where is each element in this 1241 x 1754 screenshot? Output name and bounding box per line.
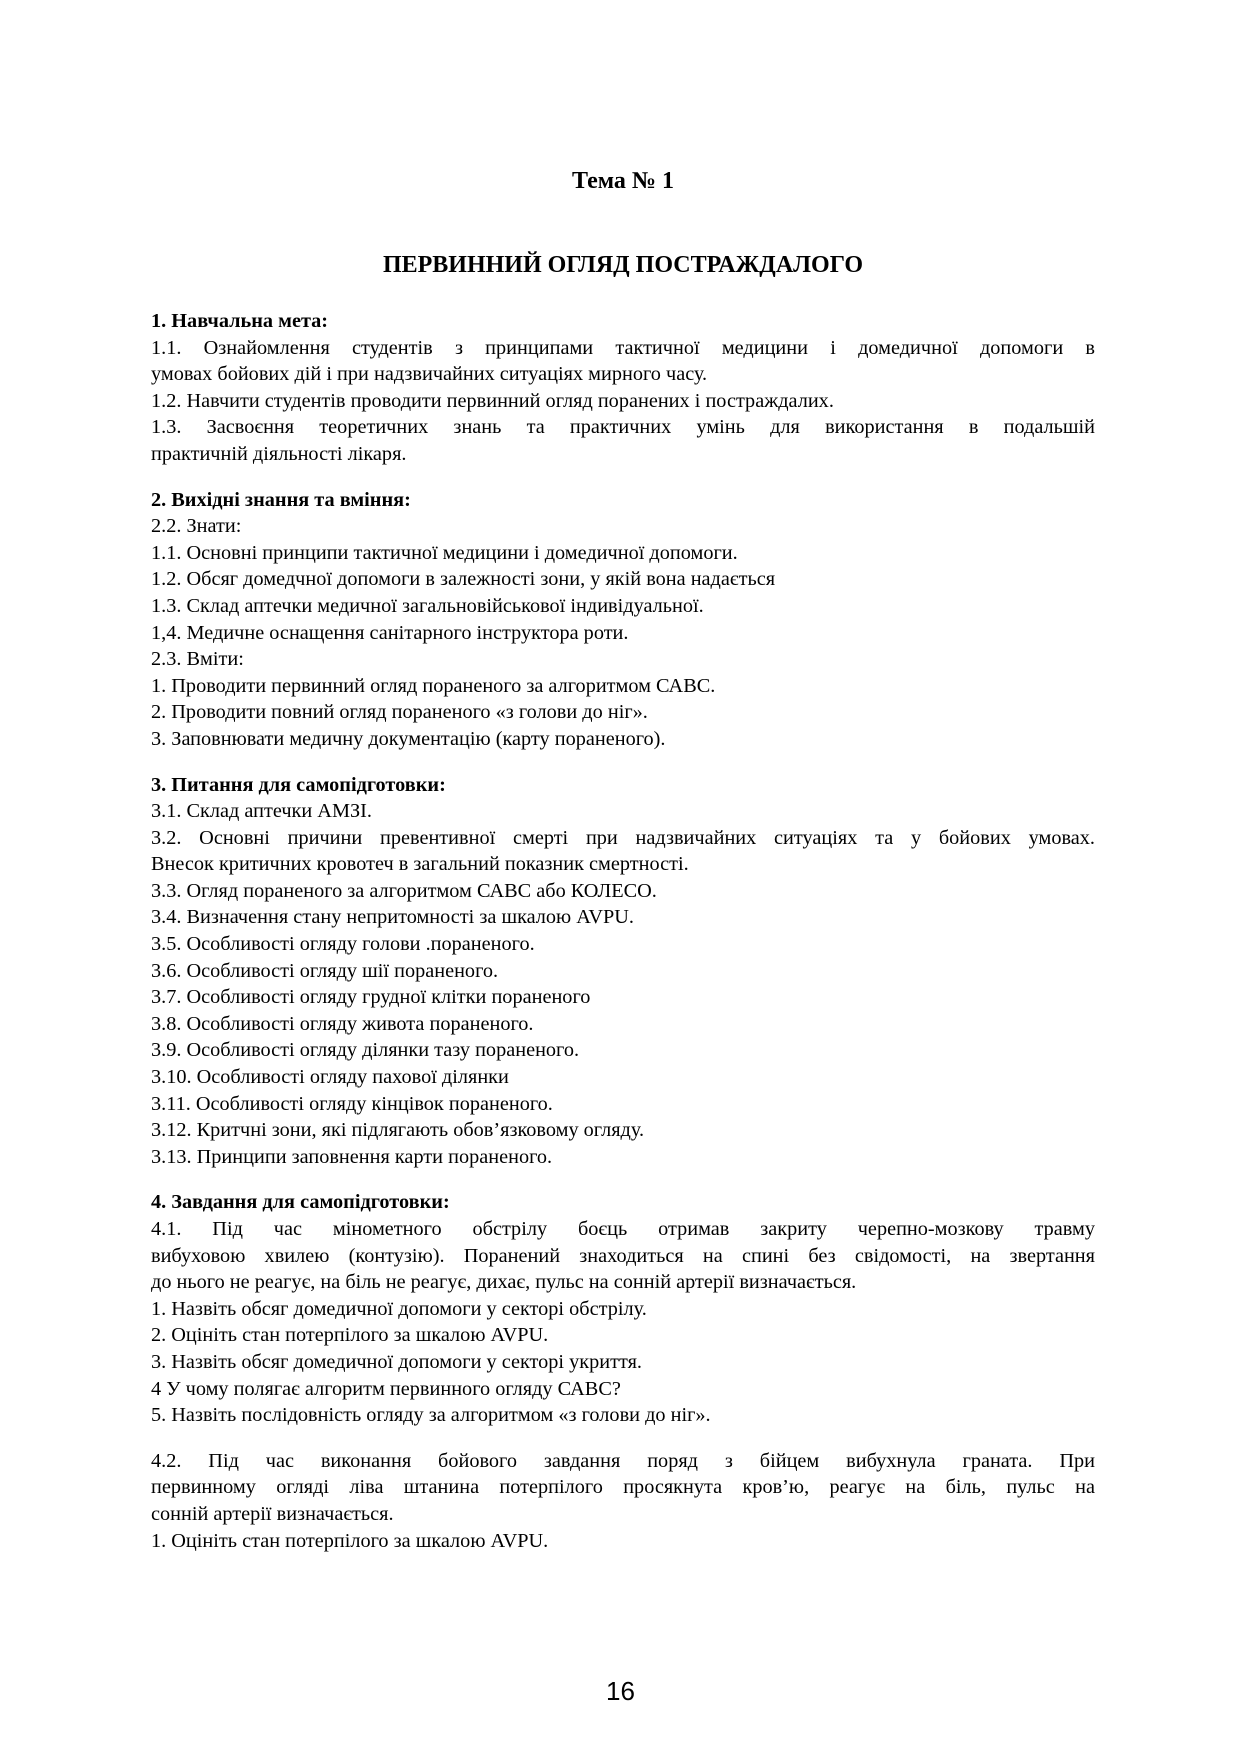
text-line: 5. Назвіть послідовність огляду за алгоритмом «з голови до ніг». xyxy=(151,1404,711,1427)
spacer xyxy=(151,1429,1095,1448)
text-line: 3. Назвіть обсяг домедичної допомоги у секторі укриття. xyxy=(151,1350,642,1373)
text-line: 2. Проводити повний огляд пораненого «з голови до ніг». xyxy=(151,701,648,724)
text-line: 4.2. Під час виконання бойового завдання поряд з бійцем вибухнула граната. При xyxy=(151,1449,1095,1472)
page-title: ПЕРВИННИЙ ОГЛЯД ПОСТРАЖДАЛОГО xyxy=(382,252,864,278)
text-line: 4 У чому полягає алгоритм первинного огляду САВС? xyxy=(151,1377,621,1400)
text-line: 3.8. Особливості огляду живота пораненого. xyxy=(151,1012,534,1035)
spacer xyxy=(151,753,1095,772)
text-line: 1.3. Засвоєння теоретичних знань та практичних умінь для використання в подальшій xyxy=(151,416,1095,439)
text-line: 3.7. Особливості огляду грудної клітки пораненого xyxy=(151,986,591,1009)
text-line: 3.4. Визначення стану непритомності за шкалою AVPU. xyxy=(151,906,634,929)
spacer xyxy=(151,468,1095,487)
content xyxy=(151,308,1095,1554)
text-line: 3.6. Особливості огляду шії пораненого. xyxy=(151,959,499,982)
section-3-heading: 3. Питання для самопідготовки: xyxy=(151,773,446,796)
text-line: 2. Оцініть стан потерпілого за шкалою AVPU. xyxy=(151,1324,549,1347)
spacer xyxy=(151,1170,1095,1189)
text-line: 2.2. Знати: xyxy=(151,515,242,538)
text-line: 1. Назвіть обсяг домедичної допомоги у секторі обстрілу. xyxy=(151,1297,647,1320)
section-4-heading: 4. Завдання для самопідготовки: xyxy=(151,1191,450,1214)
section-1-heading: 1. Навчальна мета: xyxy=(151,310,329,332)
text-line: до нього не реагує, на біль не реагує, дихає, пульс на сонній артерії визначається. xyxy=(151,1271,857,1294)
text-line: 1. Оцініть стан потерпілого за шкалою AVPU. xyxy=(151,1529,549,1552)
text-line: вибуховою хвилею (контузію). Поранений знаходиться на спині без свідомості, на звертання xyxy=(151,1244,1095,1267)
text-line: 1,4. Медичне оснащення санітарного інструктора роти. xyxy=(151,621,629,644)
text-line: 1.3. Склад аптечки медичної загальновійськової індивідуальної. xyxy=(151,594,704,617)
text-line: 1.2. Обсяг домедчної допомоги в залежності зони, у якій вона надається xyxy=(151,568,776,591)
text-line: 1.2. Навчити студентів проводити первинний огляд поранених і постраждалих. xyxy=(151,389,834,412)
text-line: 1.1. Основні принципи тактичної медицини і домедичної допомоги. xyxy=(151,541,738,564)
text-line: 1. Проводити первинний огляд пораненого за алгоритмом САВС. xyxy=(151,674,716,697)
text-line: практичній діяльності лікаря. xyxy=(151,442,407,465)
section-2-heading: 2. Вихідні знання та вміння: xyxy=(151,488,411,511)
text-line: 1.1. Ознайомлення студентів з принципами тактичної медицини і домедичної допомоги в xyxy=(151,336,1095,359)
text-line: 3.9. Особливості огляду ділянки тазу пораненого. xyxy=(151,1039,580,1062)
text-line: 3.12. Критчні зони, які підлягають обов’язковому огляду. xyxy=(151,1119,645,1142)
text-line: 3.13. Принципи заповнення карти пораненого. xyxy=(151,1145,553,1168)
text-line: Внесок критичних кровотеч в загальний показник смертності. xyxy=(151,853,689,876)
text-line: 3.5. Особливості огляду голови .пораненого. xyxy=(151,933,535,956)
text-line: 3.11. Особливості огляду кінцівок пораненого. xyxy=(151,1092,553,1115)
text-line: первинному огляді ліва штанина потерпілого просякнута кров’ю, реагує на біль, пульс на xyxy=(151,1476,1095,1499)
topic-heading: Тема № 1 xyxy=(571,168,675,194)
text-line: 3. Заповнювати медичну документацію (карту пораненого). xyxy=(151,727,666,750)
text-line: 3.2. Основні причини превентивної смерті при надзвичайних ситуаціях та у бойових умовах. xyxy=(151,826,1095,849)
page-number: 16 xyxy=(606,1676,635,1706)
text-line: 3.1. Склад аптечки АМЗІ. xyxy=(151,800,372,823)
text-line: умовах бойових дій і при надзвичайних ситуаціях мирного часу. xyxy=(151,363,708,386)
text-line: 3.3. Огляд пораненого за алгоритмом САВС або КОЛЕСО. xyxy=(151,879,657,902)
text-line: 3.10. Особливості огляду пахової ділянки xyxy=(151,1066,509,1089)
text-line: 2.3. Вміти: xyxy=(151,648,244,671)
text-line: сонній артерії визначається. xyxy=(151,1502,394,1525)
text-line: 4.1. Під час мінометного обстрілу боєць отримав закриту черепно-мозкову травму xyxy=(151,1218,1095,1240)
